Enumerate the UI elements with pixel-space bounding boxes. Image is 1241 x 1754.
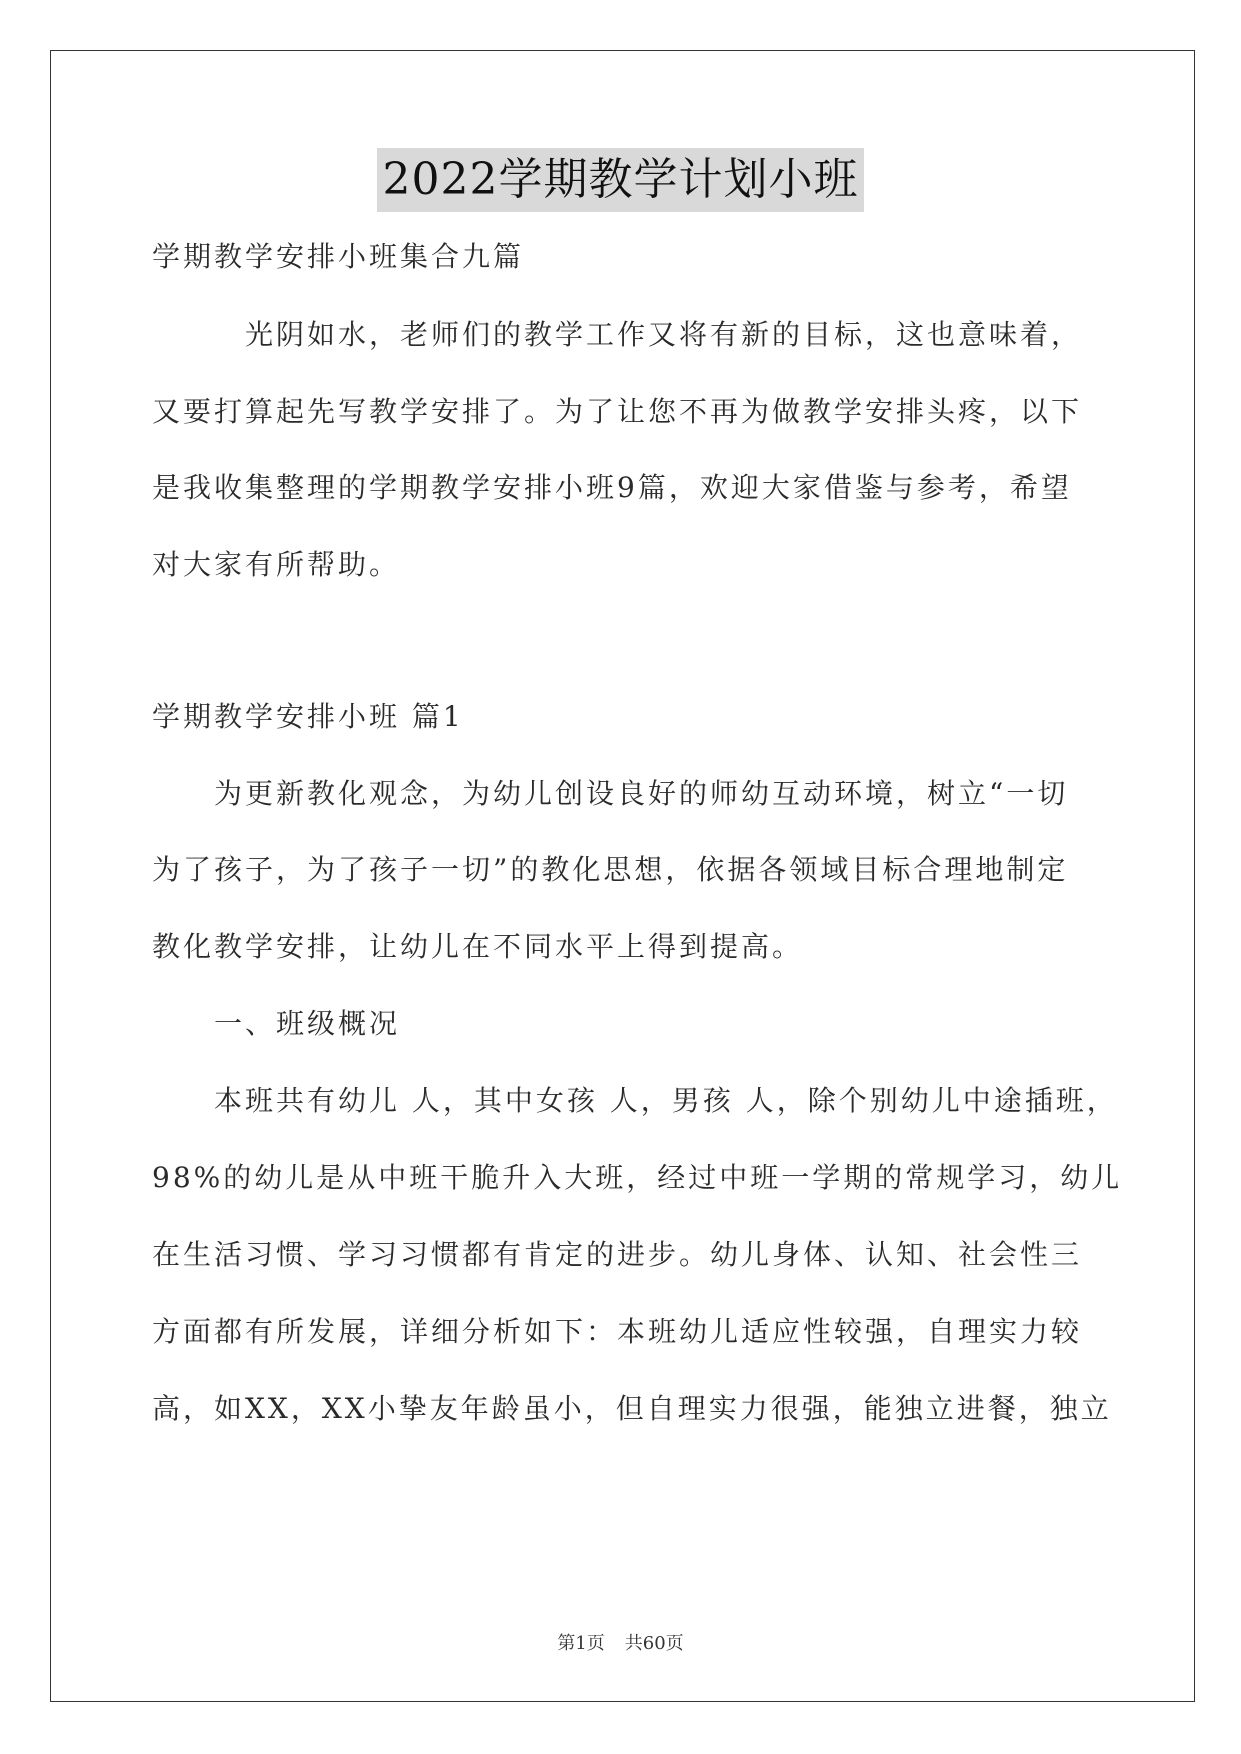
document-title: 2022学期教学计划小班 (377, 148, 865, 212)
para1-line-3: 教化教学安排，让幼儿在不同水平上得到提高。 (152, 930, 804, 963)
page-footer (0, 1632, 1241, 1656)
para1-line-1: 为更新教化观念，为幼儿创设良好的师幼互动环境，树立“一切 (152, 777, 1069, 810)
para2-line-2: 98%的幼儿是从中班干脆升入大班，经过中班一学期的常规学习，幼儿 (152, 1161, 1123, 1194)
intro-line-2: 又要打算起先写教学安排了。为了让您不再为做教学安排头疼，以下 (152, 395, 1083, 428)
intro-line-4: 对大家有所帮助。 (152, 548, 401, 581)
page-number-total: 共60页 (624, 1633, 684, 1654)
title-container (0, 148, 1241, 212)
intro-line-1: 光阴如水，老师们的教学工作又将有新的目标，这也意味着， (152, 318, 1083, 351)
item-heading: 一、班级概况 (152, 1007, 401, 1040)
para2-line-4: 方面都有所发展，详细分析如下：本班幼儿适应性较强，自理实力较 (152, 1315, 1083, 1348)
page-number-current: 第1页 (557, 1633, 605, 1654)
document-subtitle: 学期教学安排小班集合九篇 (152, 240, 525, 273)
para1-line-2: 为了孩子，为了孩子一切”的教化思想，依据各领域目标合理地制定 (152, 853, 1069, 886)
para2-line-1: 本班共有幼儿 人，其中女孩 人，男孩 人，除个别幼儿中途插班， (152, 1084, 1118, 1117)
para2-line-5: 高，如XX，XX小挚友年龄虽小，但自理实力很强，能独立进餐，独立 (152, 1392, 1112, 1425)
intro-line-3: 是我收集整理的学期教学安排小班9篇，欢迎大家借鉴与参考，希望 (152, 471, 1072, 504)
para2-line-3: 在生活习惯、学习习惯都有肯定的进步。幼儿身体、认知、社会性三 (152, 1238, 1083, 1271)
section-heading: 学期教学安排小班 篇1 (152, 700, 464, 733)
